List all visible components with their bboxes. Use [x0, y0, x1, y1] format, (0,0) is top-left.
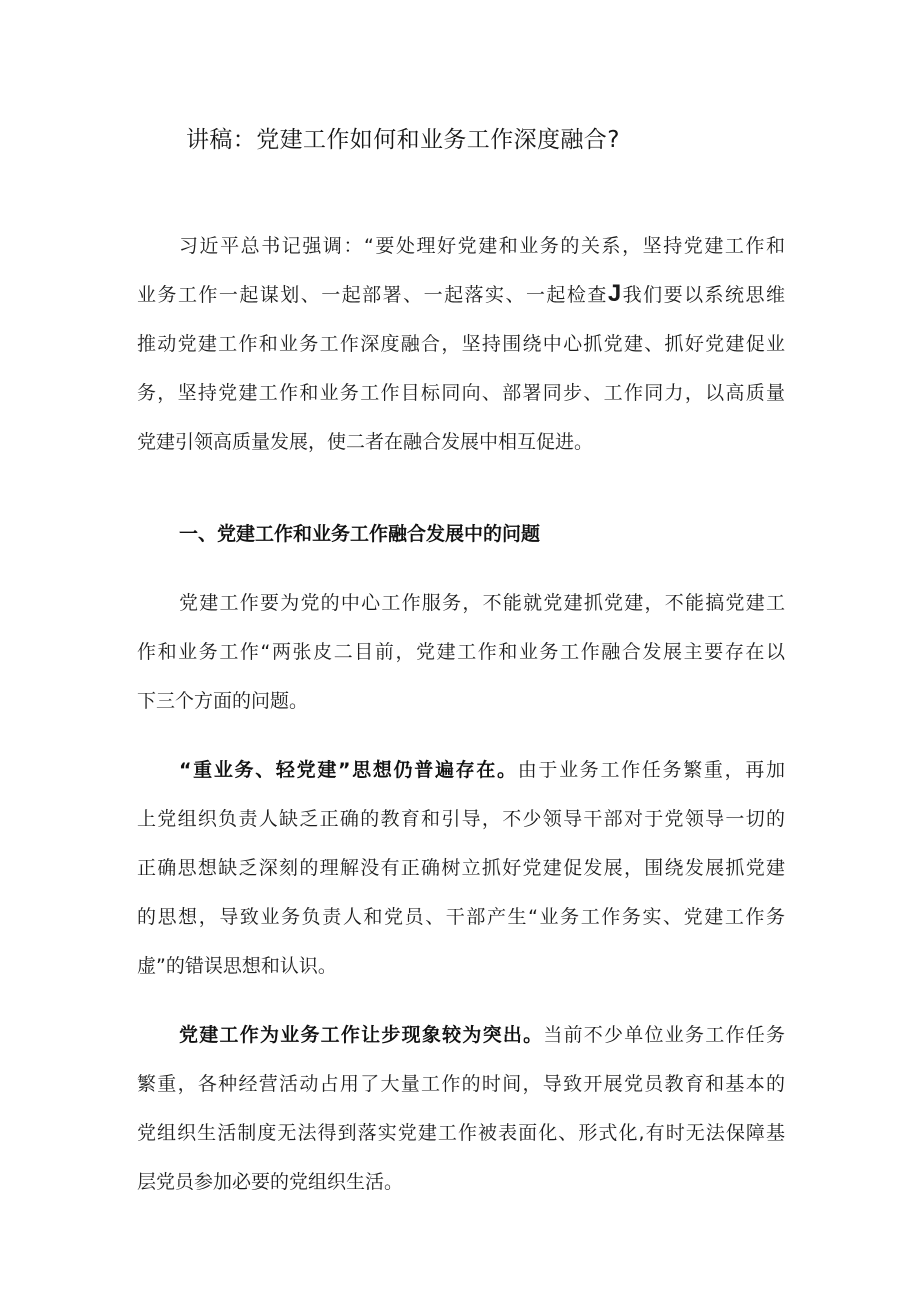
para3-line-4: 层党员参加必要的党组织生活。	[137, 1171, 404, 1193]
intro-line-5: 党建引领高质量发展，使二者在融合发展中相互促进。	[137, 431, 594, 453]
para3-line-1-text: 当前不少单位业务工作任务	[543, 1024, 785, 1046]
para3-line-3: 党组织生活制度无法得到落实党建工作被表面化、形式化,有时无法保障基	[137, 1122, 785, 1144]
para1-line-1: 党建工作要为党的中心工作服务，不能就党建抓党建，不能搞党建工	[179, 592, 785, 614]
para3-line-1	[179, 1022, 785, 1048]
intro-line-2-part-b: 我们要以系统思维	[621, 284, 785, 306]
para1-line-2: 作和业务工作“两张皮二目前，党建工作和业务工作融合发展主要存在以	[137, 641, 785, 663]
section-heading-1: 一、党建工作和业务工作融合发展中的问题	[179, 523, 541, 545]
para2-line-1	[179, 757, 785, 783]
para2-bold-lead: “重业务、轻党建”思想仍普遍存在。	[179, 759, 518, 781]
document-title: 讲稿：党建工作如何和业务工作深度融合?	[186, 127, 620, 153]
para3-line-2: 繁重，各种经营活动占用了大量工作的时间，导致开展党员教育和基本的	[137, 1073, 785, 1095]
intro-line-2-glyph: J	[607, 280, 622, 307]
para2-line-2: 上党组织负责人缺乏正确的教育和引导，不少领导干部对于党领导一切的	[137, 808, 785, 830]
intro-line-2-part-a: 业务工作一起谋划、一起部署、一起落实、一起检查	[137, 284, 608, 306]
para2-line-4: 的思想，导致业务负责人和党员、干部产生“业务工作务实、党建工作务	[137, 906, 785, 928]
para3-bold-lead: 党建工作为业务工作让步现象较为突出。	[179, 1024, 544, 1046]
intro-line-2	[137, 282, 785, 308]
para2-line-3: 正确思想缺乏深刻的理解没有正确树立抓好党建促发展，围绕发展抓党建	[137, 857, 785, 879]
intro-line-1: 习近平总书记强调：“要处理好党建和业务的关系，坚持党建工作和	[179, 235, 785, 257]
para1-line-3: 下三个方面的问题。	[137, 690, 309, 712]
para2-line-1-text: 由于业务工作任务繁重，再加	[517, 759, 785, 781]
para2-line-5: 虚”的错误思想和认识。	[137, 955, 337, 977]
intro-line-3: 推动党建工作和业务工作深度融合，坚持围绕中心抓党建、抓好党建促业	[137, 333, 785, 355]
intro-line-4: 务，坚持党建工作和业务工作目标同向、部署同步、工作同力，以高质量	[137, 382, 785, 404]
